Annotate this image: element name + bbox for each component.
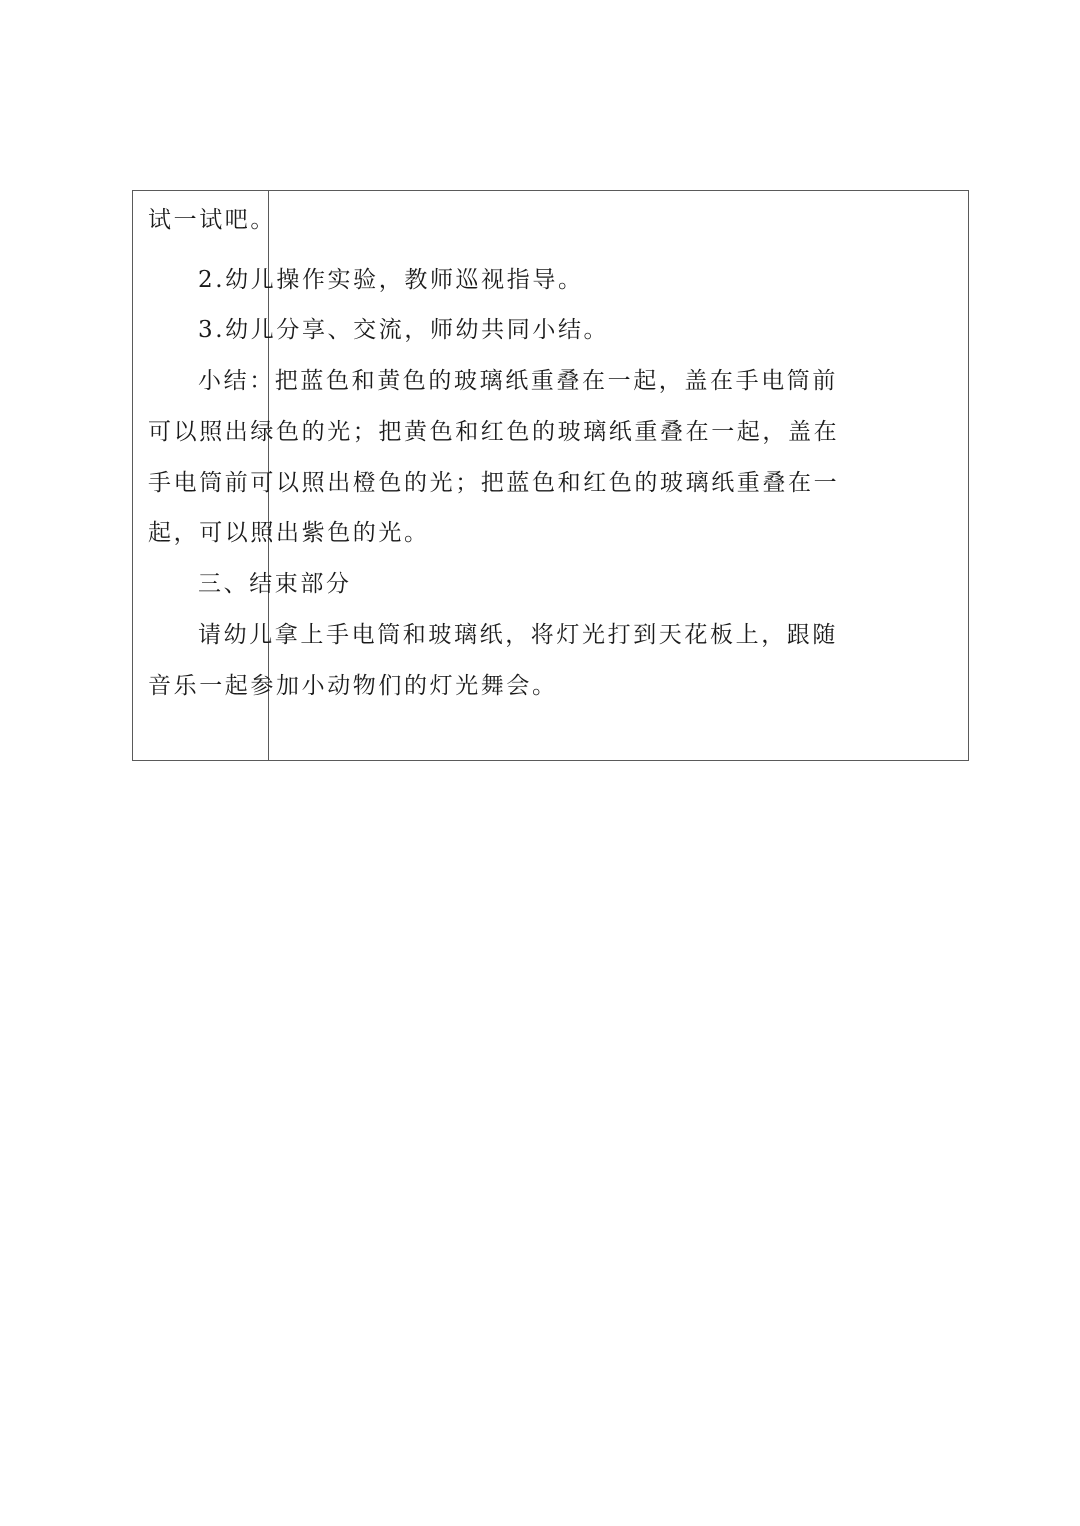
text-line-5: 可以照出绿色的光；把黄色和红色的玻璃纸重叠在一起，盖在: [148, 419, 840, 445]
section-heading-end: 三、结束部分: [198, 571, 352, 597]
text-line-3: 3.幼儿分享、交流，师幼共同小结。: [198, 317, 610, 343]
text-line-10: 音乐一起参加小动物们的灯光舞会。: [148, 673, 558, 699]
text-line-4: 小结：把蓝色和黄色的玻璃纸重叠在一起，盖在手电筒前: [198, 368, 838, 394]
text-line-6: 手电筒前可以照出橙色的光；把蓝色和红色的玻璃纸重叠在一: [148, 470, 840, 496]
text-line-7: 起，可以照出紫色的光。: [148, 520, 430, 546]
text-line-2: 2.幼儿操作实验，教师巡视指导。: [198, 267, 584, 293]
text-line-9: 请幼儿拿上手电筒和玻璃纸，将灯光打到天花板上，跟随: [198, 622, 838, 648]
text-line-1: 试一试吧。: [148, 207, 276, 233]
